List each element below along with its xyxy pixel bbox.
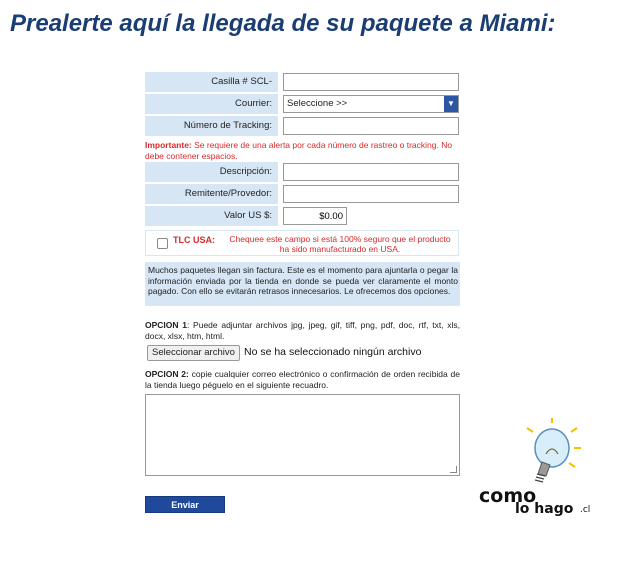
courrier-select-value: Seleccione >> — [287, 98, 348, 109]
descripcion-label: Descripción: — [145, 162, 278, 182]
option1-desc: : Puede adjuntar archivos jpg, jpeg, gif, tiff, png, pdf, doc, rtf, txt, xls, docx, xlsx, htm, html. — [145, 320, 461, 341]
send-button[interactable]: Enviar — [145, 496, 225, 513]
descripcion-row — [145, 162, 460, 182]
valor-input[interactable] — [283, 207, 347, 225]
resize-grip-icon[interactable] — [450, 466, 457, 473]
logo-word-lohago: lo hago — [515, 501, 574, 517]
warning-text: Se requiere de una alerta por cada número de rastreo o tracking. No debe contener espacios. — [145, 140, 453, 161]
chevron-down-icon[interactable]: ▼ — [444, 96, 458, 112]
valor-row — [145, 206, 460, 226]
option2-bold: OPCION 2: — [145, 369, 189, 379]
remitente-row — [145, 184, 460, 204]
warning-bold: Importante: — [145, 140, 192, 150]
valor-label: Valor US $: — [145, 206, 278, 226]
logo-word-como: como — [479, 485, 537, 507]
tracking-row — [145, 116, 460, 136]
lightbulb-icon — [527, 418, 581, 482]
page-title: Prealerte aquí la llegada de su paquete a Miami: — [10, 10, 556, 37]
tlc-checkbox[interactable] — [157, 238, 168, 249]
option1-bold: OPCION 1 — [145, 320, 187, 330]
tracking-label: Número de Tracking: — [145, 116, 278, 136]
casilla-input[interactable] — [283, 73, 459, 91]
courrier-label: Courrier: — [145, 94, 278, 114]
descripcion-input[interactable] — [283, 163, 459, 181]
option2-desc: copie cualquier correo electrónico o confirmación de orden recibida de la tienda luego péguelo en el siguiente recuadro. — [145, 369, 460, 390]
order-confirmation-textarea[interactable] — [145, 394, 460, 476]
tracking-warning — [145, 140, 460, 162]
tracking-input[interactable] — [283, 117, 459, 135]
option2-text — [145, 369, 460, 391]
casilla-row — [145, 72, 460, 92]
courrier-row — [145, 94, 460, 114]
tlc-text: Chequee este campo si está 100% seguro que el producto ha sido manufacturado en USA. — [229, 234, 451, 254]
tlc-box — [145, 230, 459, 256]
info-text: Muchos paquetes llegan sin factura. Este es el momento para ajuntarla o pegar la información enviada por la tienda en donde se pueda ver claramente el monto pagado. Con ello se evitarán retrasos innecesarios. Le ofrecemos dos opciones. — [145, 262, 460, 306]
option1-text — [145, 320, 460, 342]
courrier-select[interactable] — [283, 95, 459, 113]
select-file-button[interactable]: Seleccionar archivo — [147, 345, 240, 361]
file-status: No se ha seleccionado ningún archivo — [244, 346, 422, 358]
remitente-input[interactable] — [283, 185, 459, 203]
comolohago-logo — [476, 418, 596, 518]
casilla-label: Casilla # SCL- — [145, 72, 278, 92]
logo-suffix: .cl — [580, 505, 591, 515]
remitente-label: Remitente/Provedor: — [145, 184, 278, 204]
file-upload — [145, 344, 460, 360]
tlc-label: TLC USA: — [173, 235, 215, 245]
